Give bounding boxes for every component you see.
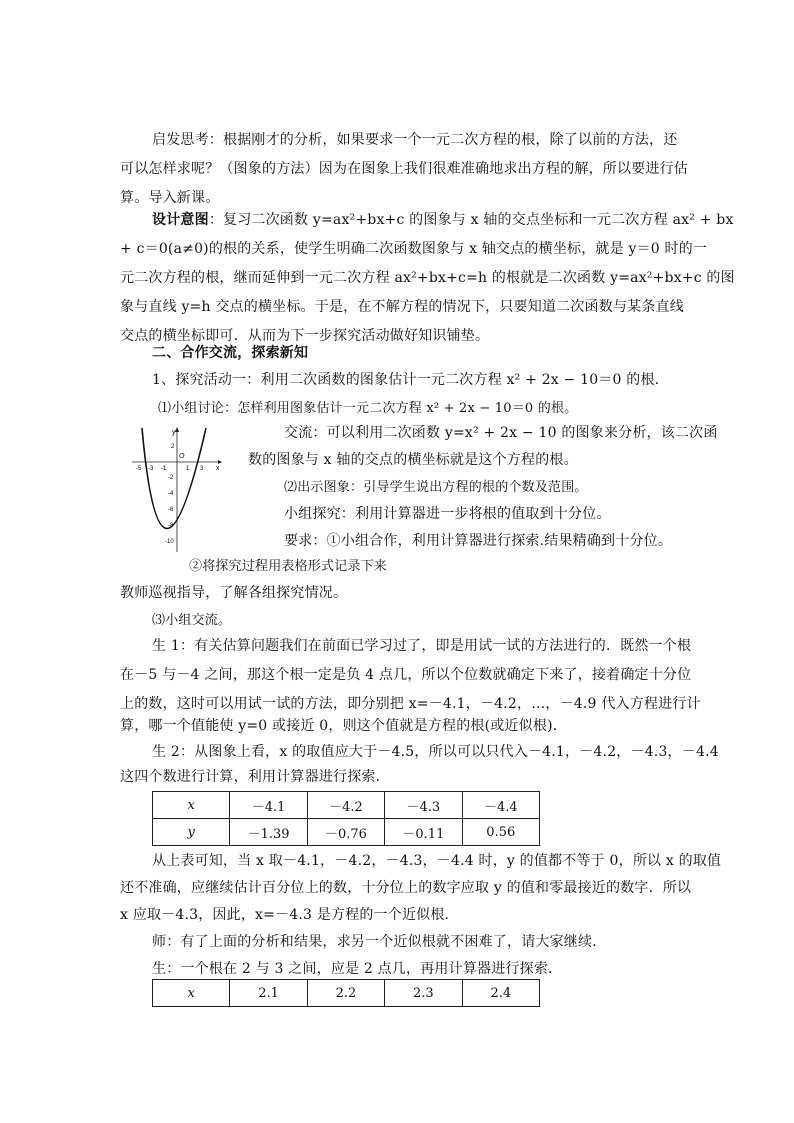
x-axis-label: x	[216, 465, 220, 472]
paragraph-line: 元二次方程的根，继而延伸到一元二次方程 ax²+bx+c=h 的根就是二次函数 y=ax²+bx+c 的图	[120, 270, 735, 286]
paragraph-line: 数的图象与 x 轴的交点的横坐标就是这个方程的根。	[248, 452, 578, 468]
table-row	[153, 819, 540, 846]
table-cell: 2.2	[307, 980, 384, 1007]
y-axis-label: y	[172, 429, 176, 436]
table-row	[153, 980, 540, 1007]
table-cell: 2.4	[462, 980, 539, 1007]
paragraph-line: ⑵出示图象：引导学生说出方程的根的个数及范围。	[284, 480, 588, 495]
paragraph-line: 要求：①小组合作，利用计算器进行探索.结果精确到十分位。	[284, 533, 673, 549]
table-row	[153, 792, 540, 819]
paragraph-line: 交点的横坐标即可．从而为下一步探究活动做好知识铺垫。	[120, 328, 490, 344]
y-tick-label: 2	[171, 444, 175, 450]
x-tick-label: -3	[148, 466, 154, 472]
x-tick-label: -1	[161, 466, 167, 472]
table-cell: －0.76	[307, 819, 384, 846]
table-cell: 2.3	[385, 980, 462, 1007]
paragraph-line: 师：有了上面的分析和结果，求另一个近似根就不困难了，请大家继续．	[152, 934, 607, 950]
table-cell: －1.39	[230, 819, 307, 846]
table-cell: 2.1	[230, 980, 307, 1007]
table-cell: －4.3	[385, 792, 462, 819]
paragraph-line: 生 2：从图象上看，x 的取值应大于－4.5，所以可以只代入－4.1，－4.2，－4.3，－4.4	[152, 744, 719, 760]
x-tick-label: -5	[136, 466, 142, 472]
paragraph-line: 在－5 与－4 之间，那这个根一定是负 4 点几，所以个位数就确定下来了，接着确定十分位	[120, 667, 692, 683]
data-table-1	[152, 791, 540, 846]
paragraph-line: 这四个数进行计算，利用计算器进行探索．	[120, 769, 390, 785]
table-cell: x	[153, 980, 230, 1007]
table-cell: 0.56	[462, 819, 539, 846]
paragraph-line: ⑶小组交流。	[152, 613, 232, 628]
table-cell: －0.11	[385, 819, 462, 846]
paragraph-line: 算，哪一个值能使 y=0 或接近 0，则这个值就是方程的根(或近似根)．	[120, 718, 567, 734]
paragraph-line: x 应取－4.3，因此，x=－4.3 是方程的一个近似根．	[120, 907, 459, 923]
design-intent-label: 设计意图	[152, 212, 209, 228]
paragraph-line: 还不准确，应继续估计百分位上的数，十分位上的数字应取 y 的值和零最接近的数字．所以	[120, 880, 692, 896]
table-cell: x	[153, 792, 230, 819]
paragraph-line: 启发思考：根据刚才的分析，如果要求一个一元二次方程的根，除了以前的方法，还	[152, 132, 678, 148]
y-tick-label: -4	[168, 491, 174, 497]
section-heading: 二、合作交流，探索新知	[152, 345, 309, 361]
paragraph-line: ②将探究过程用表格形式记录下来	[189, 559, 388, 574]
paragraph-line: 算。导入新课。	[120, 190, 220, 206]
table-cell: －4.4	[462, 792, 539, 819]
table-cell: －4.1	[230, 792, 307, 819]
y-tick-label: -2	[168, 475, 174, 481]
parabola-graph	[128, 424, 226, 554]
y-tick-label: -6	[168, 507, 174, 513]
paragraph-line: 生：一个根在 2 与 3 之间，应是 2 点几，再用计算器进行探索．	[152, 961, 563, 977]
paragraph-line: 小组探究：利用计算器进一步将根的值取到十分位。	[284, 506, 611, 522]
paragraph-line: 象与直线 y=h 交点的横坐标。于是，在不解方程的情况下，只要知道二次函数与某条直线	[120, 299, 684, 315]
data-table-2	[152, 979, 540, 1007]
x-tick-label: 1	[186, 466, 190, 472]
paragraph-line: 教师巡视指导，了解各组探究情况。	[120, 585, 348, 601]
paragraph-line: 从上表可知，当 x 取－4.1，－4.2，－4.3，－4.4 时，y 的值都不等于 0，所以 x 的取值	[152, 853, 722, 869]
paragraph-line: 生 1：有关估算问题我们在前面已学习过了，即是用试一试的方法进行的．既然一个根	[152, 638, 692, 654]
table-cell: －4.2	[307, 792, 384, 819]
paragraph-line: + c＝0(a≠0)的根的关系，使学生明确二次函数图象与 x 轴交点的横坐标，就是 y＝0 时的一	[120, 241, 708, 257]
paragraph-line: 可以怎样求呢？（图象的方法）因为在图象上我们很难准确地求出方程的解，所以要进行估	[120, 161, 688, 177]
activity-heading: 1、探究活动一：利用二次函数的图象估计一元二次方程 x² + 2x − 10＝0 的根．	[152, 372, 669, 388]
x-tick-label: 3	[200, 466, 204, 472]
design-intent-text: ：复习二次函数 y=ax²+bx+c 的图象与 x 轴的交点坐标和一元二次方程 ax² + bx	[208, 212, 734, 228]
y-tick-label: -10	[165, 539, 174, 545]
discussion-question: ⑴小组讨论：怎样利用图象估计一元二次方程 x² + 2x − 10＝0 的根。	[158, 401, 578, 416]
origin-label: O	[179, 453, 185, 460]
design-intent-line	[152, 206, 734, 235]
table-cell: y	[153, 819, 230, 846]
paragraph-line: 上的数，这时可以用试一试的方法，即分别把 x=－4.1，－4.2，…，－4.9 代入方程进行计	[120, 696, 701, 712]
y-tick-label: -8	[168, 523, 174, 529]
paragraph-line: 交流：可以利用二次函数 y=x² + 2x − 10 的图象来分析，该二次函	[284, 425, 718, 441]
